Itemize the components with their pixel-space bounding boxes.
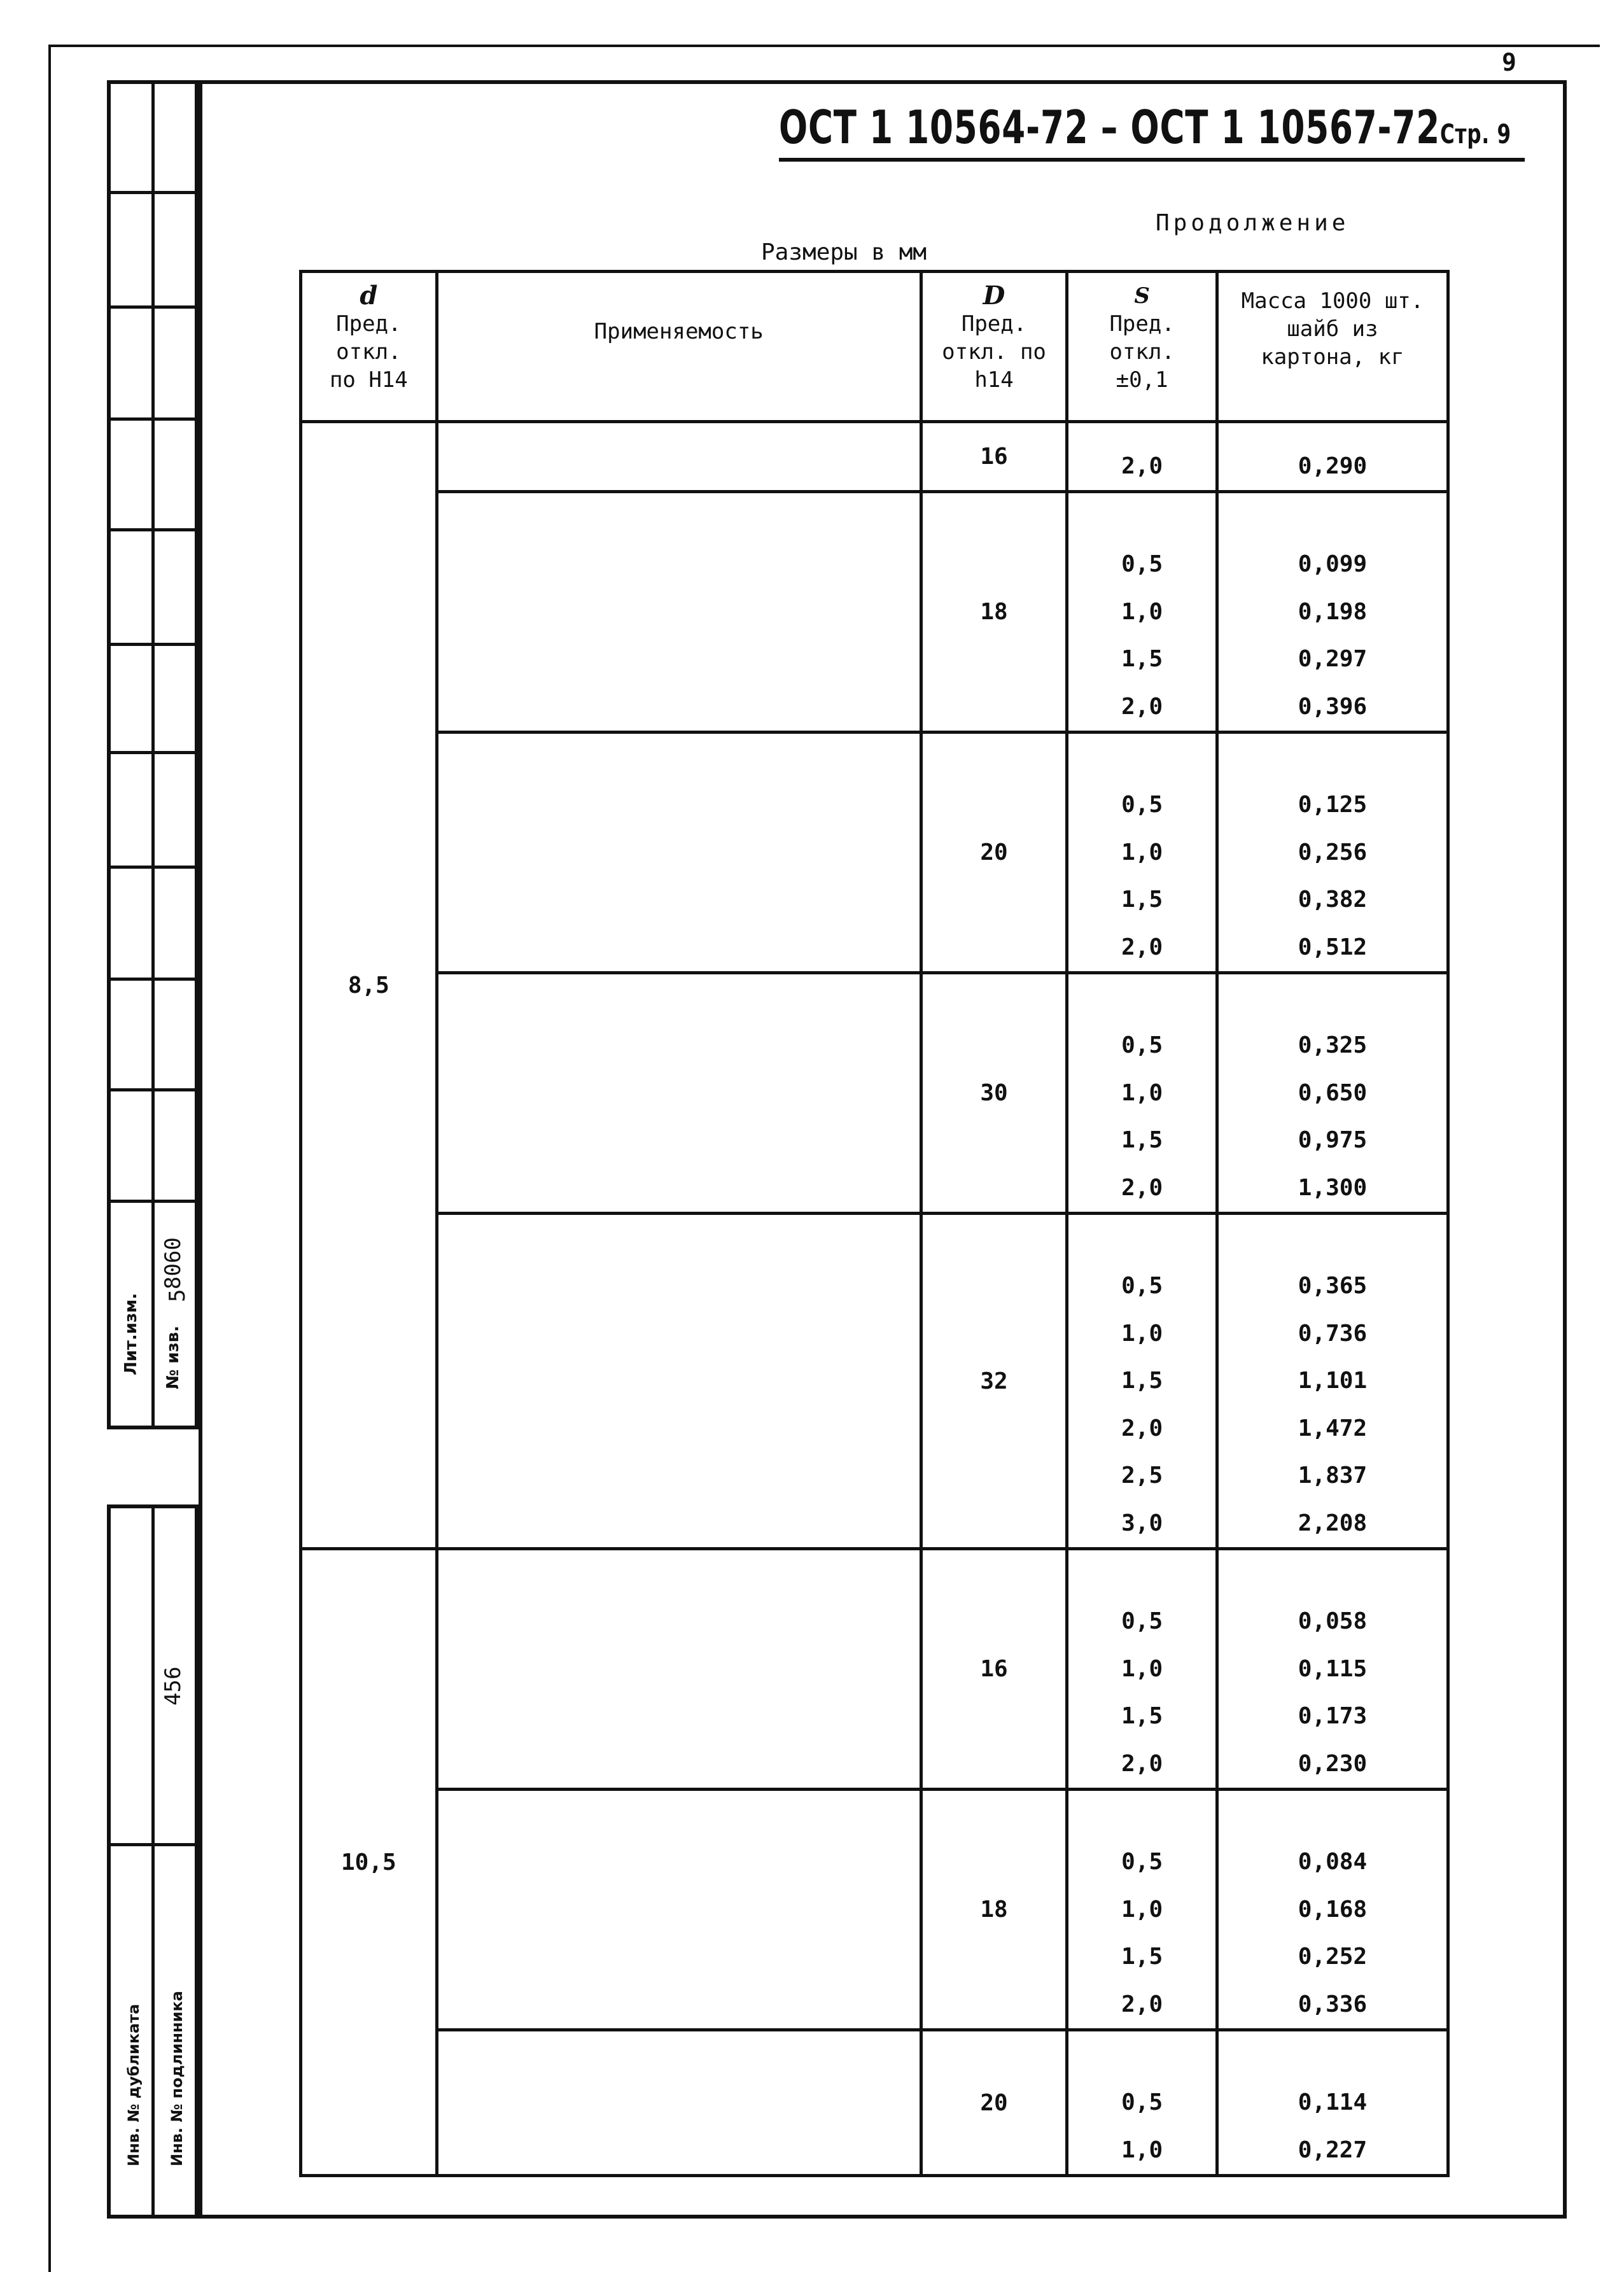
- cell-D: [921, 1549, 1067, 1790]
- cell-applicability: [437, 422, 921, 492]
- cell-S-value: 2,0: [1121, 1415, 1163, 1441]
- cell-S-value: 1,0: [1121, 1079, 1163, 1106]
- cell-applicability: [437, 492, 921, 733]
- cell-mass: [1217, 1549, 1448, 1790]
- cell-S-value: 2,5: [1121, 1462, 1163, 1489]
- cell-mass-value: 2,208: [1298, 1510, 1368, 1536]
- stub-row-line: [107, 643, 199, 646]
- cell-d: [301, 422, 437, 1549]
- header-D: [921, 272, 1067, 422]
- cell-D: [921, 492, 1067, 733]
- cell-S: [1067, 492, 1217, 733]
- cell-mass-value: 0,365: [1298, 1273, 1368, 1299]
- title-page: Стр. 9: [1439, 118, 1511, 150]
- table-row: [301, 1214, 1448, 1549]
- stub-lower-split: [107, 1843, 199, 1846]
- cell-mass-value: 0,336: [1298, 1991, 1368, 2017]
- cell-S-value: 1,0: [1121, 598, 1163, 625]
- document-title: [779, 101, 1511, 154]
- stub-row-line: [107, 1200, 199, 1203]
- cell-S-value: 2,0: [1121, 1750, 1163, 1777]
- cell-mass: [1217, 973, 1448, 1214]
- cell-S-value: 1,0: [1121, 2136, 1163, 2163]
- cell-S-value: 2,0: [1121, 934, 1163, 960]
- cell-mass-value: 0,512: [1298, 934, 1368, 960]
- header-S-symbol: S: [1134, 283, 1150, 309]
- cell-mass-value: 0,297: [1298, 646, 1368, 672]
- cell-mass-value: 0,227: [1298, 2136, 1368, 2163]
- stub-row-line: [107, 417, 199, 421]
- cell-mass-value: 0,168: [1298, 1896, 1368, 1923]
- cell-S-value: 0,5: [1121, 1849, 1163, 1875]
- cell-d: [301, 1549, 437, 2176]
- cell-D-value: 20: [980, 2089, 1008, 2116]
- table-header-row: [301, 272, 1448, 422]
- cell-D: [921, 2030, 1067, 2176]
- cell-D: [921, 973, 1067, 1214]
- cell-D-value: 20: [980, 839, 1008, 866]
- cell-d-value: 10,5: [341, 1849, 396, 1876]
- cell-mass-value: 0,099: [1298, 551, 1368, 577]
- header-applicability: [437, 272, 921, 422]
- cell-S-value: 1,0: [1121, 839, 1163, 866]
- cell-S: [1067, 2030, 1217, 2176]
- table-row: [301, 422, 1448, 492]
- units-label: Размеры в мм: [761, 239, 927, 265]
- table-row: [301, 1549, 1448, 1790]
- cell-D-value: 18: [980, 599, 1008, 625]
- washer-table: [299, 270, 1450, 2177]
- header-D-label: Пред. откл. по h14: [942, 311, 1046, 393]
- table-row: [301, 492, 1448, 733]
- stub-row-line: [107, 1088, 199, 1091]
- cell-mass: [1217, 733, 1448, 973]
- cell-S: [1067, 973, 1217, 1214]
- cell-mass-value: 0,198: [1298, 598, 1368, 625]
- cell-mass: [1217, 422, 1448, 492]
- cell-S: [1067, 422, 1217, 492]
- continuation-label: Продолжение: [1156, 210, 1350, 236]
- cell-mass-value: 0,115: [1298, 1655, 1368, 1682]
- cell-mass-value: 0,252: [1298, 1944, 1368, 1970]
- stub-row-line: [107, 978, 199, 981]
- header-mass-label: Масса 1000 шт. шайб из картона, кг: [1241, 288, 1424, 370]
- cell-mass-value: 0,396: [1298, 693, 1368, 720]
- cell-mass-value: 0,650: [1298, 1079, 1368, 1106]
- cell-mass-value: 0,975: [1298, 1127, 1368, 1153]
- cell-S-value: 1,5: [1121, 1703, 1163, 1729]
- header-d: [301, 272, 437, 422]
- cell-D: [921, 1214, 1067, 1549]
- stub-change-label: № изв.: [164, 1326, 183, 1389]
- cell-D: [921, 733, 1067, 973]
- cell-S-value: 0,5: [1121, 1032, 1163, 1058]
- cell-D-value: 32: [980, 1368, 1008, 1394]
- cell-S-value: 1,5: [1121, 1368, 1163, 1394]
- cell-mass: [1217, 492, 1448, 733]
- stub-row-line: [107, 751, 199, 754]
- header-S-label: Пред. откл. ±0,1: [1109, 311, 1175, 393]
- cell-S-value: 0,5: [1121, 1608, 1163, 1634]
- cell-mass-value: 1,300: [1298, 1174, 1368, 1201]
- table-row: [301, 2030, 1448, 2176]
- cell-S-value: 1,5: [1121, 646, 1163, 672]
- cell-mass-value: 1,837: [1298, 1462, 1368, 1489]
- stub-dup-label: Инв. № дубликата: [125, 2003, 143, 2166]
- table-row: [301, 1790, 1448, 2030]
- cell-mass-value: 0,256: [1298, 839, 1368, 866]
- cell-applicability: [437, 733, 921, 973]
- cell-S: [1067, 1549, 1217, 1790]
- cell-S-value: 0,5: [1121, 792, 1163, 818]
- header-D-symbol: D: [983, 281, 1005, 311]
- cell-S-value: 1,5: [1121, 887, 1163, 913]
- stub-lower-divider: [151, 1504, 155, 2219]
- cell-mass-value: 1,101: [1298, 1368, 1368, 1394]
- cell-mass-value: 0,084: [1298, 1849, 1368, 1875]
- page-number: 9: [1502, 48, 1516, 76]
- cell-S-value: 2,0: [1121, 693, 1163, 720]
- cell-S-value: 2,0: [1121, 1174, 1163, 1201]
- cell-S-value: 1,0: [1121, 1896, 1163, 1923]
- cell-mass-value: 1,472: [1298, 1415, 1368, 1441]
- cell-S-value: 2,0: [1121, 1991, 1163, 2017]
- header-applicability-label: Применяемость: [594, 319, 764, 344]
- table-row: [301, 973, 1448, 1214]
- cell-D-value: 30: [980, 1080, 1008, 1106]
- cell-D-value: 16: [980, 1656, 1008, 1682]
- cell-mass-value: 0,736: [1298, 1320, 1368, 1347]
- cell-mass-value: 0,290: [1298, 452, 1368, 479]
- cell-S-value: 2,0: [1121, 452, 1163, 479]
- stub-row-line: [107, 191, 199, 194]
- table-row: [301, 733, 1448, 973]
- stub-row-line: [107, 528, 199, 531]
- stub-row-line: [107, 866, 199, 869]
- cell-applicability: [437, 2030, 921, 2176]
- stub-divider: [151, 80, 155, 1429]
- header-mass: [1217, 272, 1448, 422]
- title-underline: [779, 158, 1525, 162]
- cell-mass: [1217, 1214, 1448, 1549]
- cell-mass-value: 0,058: [1298, 1608, 1368, 1634]
- cell-S: [1067, 1214, 1217, 1549]
- cell-mass: [1217, 1790, 1448, 2030]
- cell-S-value: 1,0: [1121, 1655, 1163, 1682]
- stub-orig-label: Инв. № подлинника: [168, 1991, 186, 2166]
- cell-D-value: 16: [980, 444, 1008, 470]
- cell-S-value: 0,5: [1121, 1273, 1163, 1299]
- cell-S-value: 1,5: [1121, 1944, 1163, 1970]
- stub-orig-value: 456: [160, 1666, 186, 1706]
- cell-mass-value: 0,230: [1298, 1750, 1368, 1777]
- cell-D: [921, 422, 1067, 492]
- cell-S: [1067, 733, 1217, 973]
- header-d-label: Пред. откл. по H14: [329, 311, 408, 393]
- title-text: ОСТ 1 10564-72 – ОСТ 1 10567-72: [779, 101, 1440, 154]
- cell-S-value: 3,0: [1121, 1510, 1163, 1536]
- stub-rev-value: 5: [165, 1289, 190, 1302]
- cell-applicability: [437, 1790, 921, 2030]
- cell-applicability: [437, 973, 921, 1214]
- stub-change-value: 8060: [160, 1237, 186, 1289]
- cell-d-value: 8,5: [347, 972, 389, 999]
- cell-mass-value: 0,173: [1298, 1703, 1368, 1729]
- stub-rev-label: Лит.изм.: [122, 1293, 141, 1375]
- cell-D-value: 18: [980, 1897, 1008, 1923]
- cell-mass-value: 0,325: [1298, 1032, 1368, 1058]
- cell-applicability: [437, 1214, 921, 1549]
- header-S: [1067, 272, 1217, 422]
- cell-S-value: 1,5: [1121, 1127, 1163, 1153]
- cell-mass-value: 0,382: [1298, 887, 1368, 913]
- cell-applicability: [437, 1549, 921, 1790]
- cell-mass-value: 0,125: [1298, 792, 1368, 818]
- cell-mass-value: 0,114: [1298, 2089, 1368, 2115]
- cell-mass: [1217, 2030, 1448, 2176]
- cell-S: [1067, 1790, 1217, 2030]
- header-d-symbol: d: [360, 281, 378, 311]
- cell-S-value: 0,5: [1121, 551, 1163, 577]
- cell-S-value: 0,5: [1121, 2089, 1163, 2115]
- stub-row-line: [107, 305, 199, 309]
- cell-S-value: 1,0: [1121, 1320, 1163, 1347]
- cell-D: [921, 1790, 1067, 2030]
